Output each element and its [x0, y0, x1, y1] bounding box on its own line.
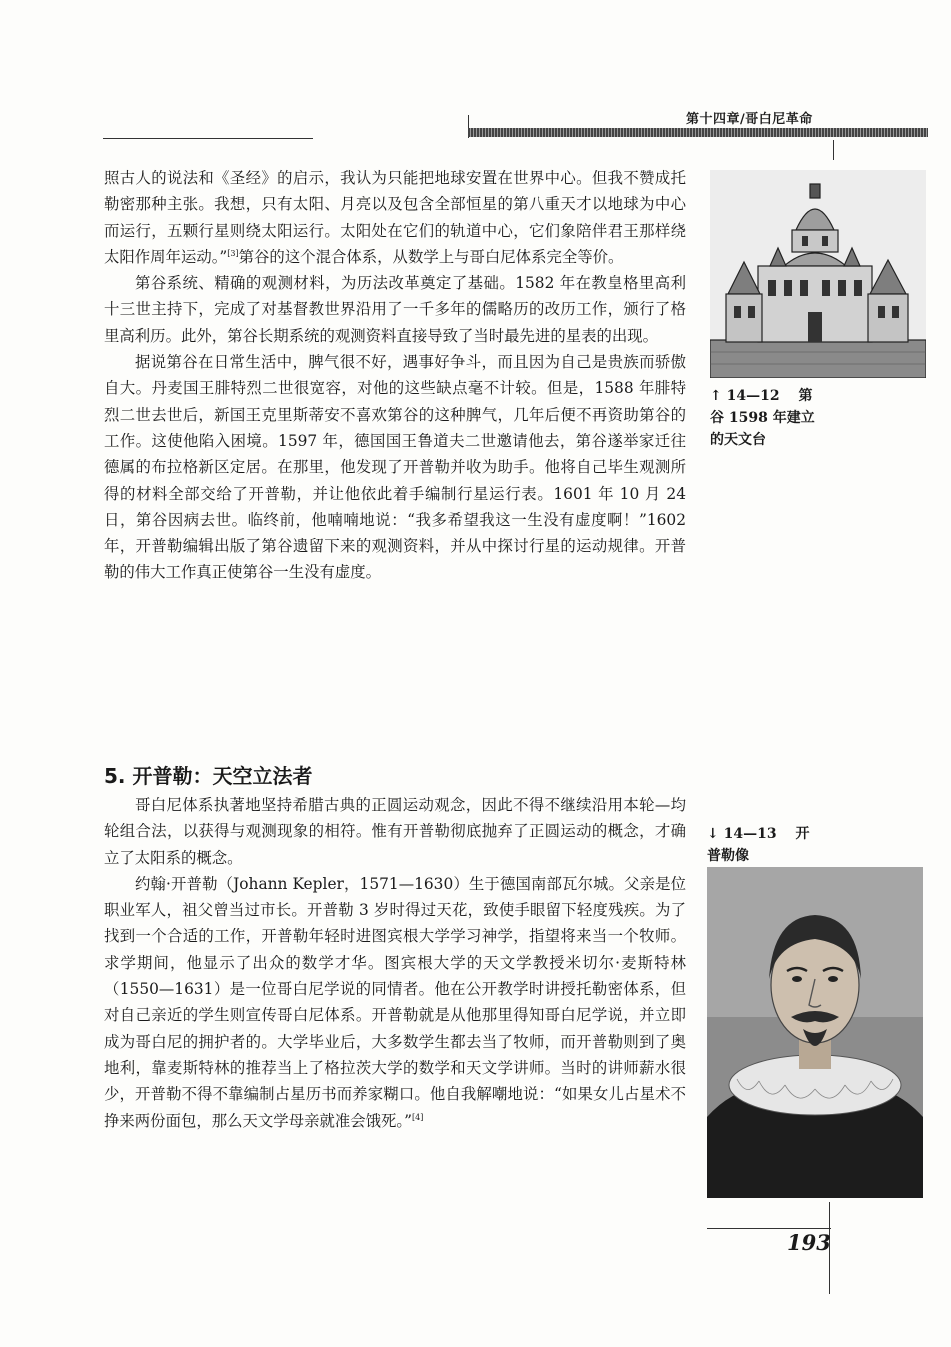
margin-rule	[833, 140, 834, 160]
paragraph: 据说第谷在日常生活中，脾气很不好，遇事好争斗，而且因为自己是贵族而骄傲自大。丹麦国王腓特烈二世很宽容，对他的这些缺点毫不计较。但是，1588 年腓特烈二世去世后，新国王克里斯蒂安不喜欢第谷的这种脾气，几年后便不再资助第谷的工作。这使他陷入困境。1597 年，德国国王鲁道夫二世邀请他去，第谷遂举家迁往德属的布拉格新区定居。在那里，他发现了开普勒并收为助手。他将自己毕生观测所得的材料全部交给了开普勒，并让他依此着手编制行星运行表。1601 年 10 月 24 日，第谷因病去世。临终前，他喃喃地说：“我多希望我这一生没有虚度啊！”1602 年，开普勒编辑出版了第谷遗留下来的观测资料，并从中探讨行星的运动规律。开普勒的伟大工作真正使第谷一生没有虚度。	[104, 353, 686, 582]
portrait-drawing	[707, 867, 923, 1198]
observatory-illustration	[710, 170, 926, 378]
paragraph-text: 照古人的说法和《圣经》的启示，我认为只能把地球安置在世界中心。但我不赞成托勒密那种主张。我想，只有太阳、月亮以及包含全部恒星的第八重天才以地球为中心而运行，五颗行星则绕太阳运行。太阳处在它们的轨道中心，它们象陪伴君王那样绕太阳作周年运动。”	[104, 169, 686, 266]
text-block-1	[104, 165, 686, 586]
caption-line: 谷 1598 年建立	[710, 410, 815, 426]
paragraph-text: 约翰·开普勒（Johann Kepler，1571—1630）生于德国南部瓦尔城。父亲是位职业军人，祖父曾当过市长。开普勒 3 岁时得过天花，致使手眼留下轻度残疾。为了找到一个合适的工作，开普勒年轻时进图宾根大学学习神学，指望将来当一个牧师。求学期间，他显示了出众的数学才华。图宾根大学的天文学教授米切尔·麦斯特林（1550—1631）是一位哥白尼学说的同情者。他在公开教学时讲授托勒密体系，但对自己亲近的学生则宣传哥白尼体系。开普勒就是从他那里得知哥白尼学说，并立即成为哥白尼的拥护者的。大学毕业后，大多数学生都去当了牧师，而开普勒则到了奥地利，靠麦斯特林的推荐当上了格拉茨大学的数学和天文学讲师。当时的讲师薪水很少，开普勒不得不靠编制占星历书而养家糊口。他自我解嘲地说：“如果女儿占星术不挣来两份面包，那么天文学母亲就准会饿死。”	[104, 874, 686, 1130]
footnote-ref: [3]	[227, 248, 239, 258]
running-head: 第十四章/哥白尼革命	[686, 112, 813, 127]
paragraph: 第谷系统、精确的观测材料，为历法改革奠定了基础。1582 年在教皇格里高利十三世主持下，完成了对基督教世界沿用了一千多年的儒略历的改历工作，颁行了格里高利历。此外，第谷长期系统的观测资料直接导致了当时最先进的星表的出现。	[104, 274, 686, 345]
section-title: 5. 开普勒：天空立法者	[104, 764, 313, 788]
header-rule-bar	[468, 128, 928, 137]
paragraph	[104, 871, 686, 1134]
kepler-portrait	[707, 867, 923, 1198]
page-number: 193	[787, 1230, 831, 1255]
figure-caption	[710, 385, 815, 451]
caption-line: 的天文台	[710, 432, 766, 448]
caption-line: ↓ 14—13 开	[707, 826, 810, 842]
text-block-2	[104, 792, 686, 1134]
footer-rule	[707, 1228, 831, 1229]
header-rule-left	[103, 138, 313, 139]
paragraph: 哥白尼体系执著地坚持希腊古典的正圆运动观念，因此不得不继续沿用本轮—均轮组合法，以获得与观测现象的相符。惟有开普勒彻底抛弃了正圆运动的概念，才确立了太阳系的概念。	[104, 796, 686, 867]
observatory-drawing	[710, 170, 926, 378]
footnote-ref: [4]	[411, 1112, 424, 1122]
caption-line: ↑ 14—12 第	[710, 388, 813, 404]
figure-caption	[707, 823, 809, 867]
paragraph	[104, 165, 686, 270]
caption-line: 普勒像	[707, 848, 749, 864]
paragraph-text: 第谷的这个混合体系，从数学上与哥白尼体系完全等价。	[238, 247, 624, 266]
